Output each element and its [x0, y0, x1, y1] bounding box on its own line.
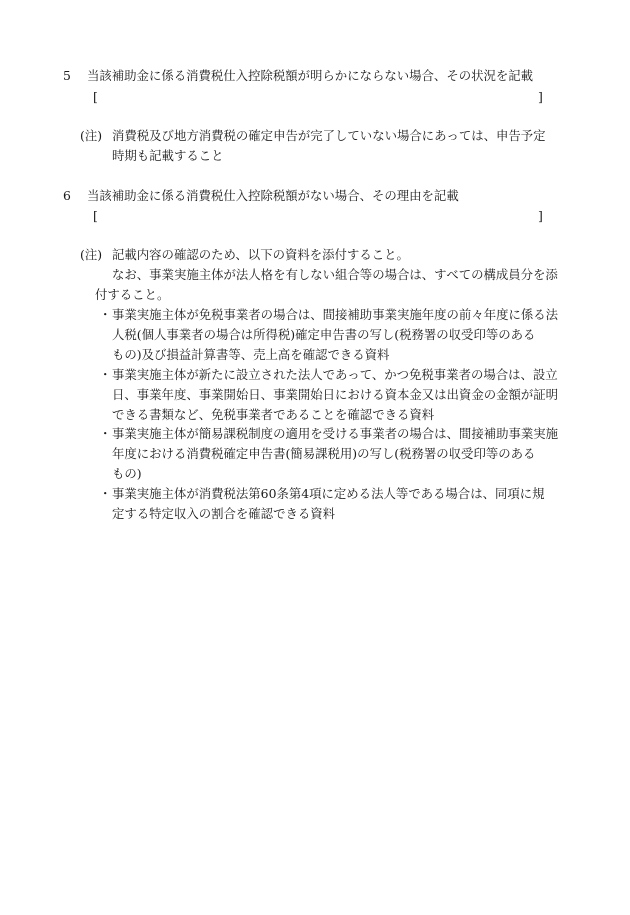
bullet3-line2: 年度における消費税確定申告書(簡易課税用)の写し(税務署の収受印等のある	[112, 446, 536, 461]
section5-number: 5	[63, 68, 71, 83]
section6-text: 当該補助金に係る消費税仕入控除税額がない場合、その理由を記載	[87, 188, 459, 203]
bullet1-line2: 人税(個人事業者の場合は所得税)確定申告書の写し(税務署の収受印等のある	[112, 327, 536, 342]
note2-prefix: (注)	[80, 247, 103, 262]
bullet-dot: ・	[99, 486, 112, 501]
note1-prefix: (注)	[80, 128, 103, 143]
section6-bracket-close: ]	[538, 208, 543, 223]
bullet-dot: ・	[99, 307, 112, 322]
bullet2-line1: 事業実施主体が新たに設立された法人であって、かつ免税事業者の場合は、設立	[112, 367, 558, 382]
bullet4-line2: 定する特定収入の割合を確認できる資料	[112, 506, 336, 521]
bullet-dot: ・	[99, 426, 112, 441]
section5-text: 当該補助金に係る消費税仕入控除税額が明らかにならない場合、その状況を記載	[87, 68, 534, 83]
bullet-dot: ・	[99, 367, 112, 382]
section5-bracket-close: ]	[538, 89, 543, 104]
bullet3-line3: もの)	[112, 466, 142, 481]
note1-line2: 時期も記載すること	[112, 148, 224, 163]
note2-line1: 記載内容の確認のため、以下の資料を添付すること。	[112, 247, 409, 262]
bullet1-line1: 事業実施主体が免税事業者の場合は、間接補助事業実施年度の前々年度に係る法	[112, 307, 559, 322]
note1-line1: 消費税及び地方消費税の確定申告が完了していない場合にあっては、申告予定	[112, 128, 546, 143]
section6-bracket-open: [	[93, 208, 98, 223]
note2-paragraph-line1: なお、事業実施主体が法人格を有しない組合等の場合は、すべての構成員分を添	[112, 267, 558, 282]
bullet1-line3: もの)及び損益計算書等、売上高を確認できる資料	[112, 347, 390, 362]
section6-number: 6	[63, 188, 71, 203]
bullet4-line1: 事業実施主体が消費税法第60条第4項に定める法人等である場合は、同項に規	[112, 486, 545, 501]
bullet2-line2: 日、事業年度、事業開始日、事業開始日における資本金又は出資金の金額が証明	[112, 387, 559, 402]
bullet2-line3: できる書類など、免税事業者であることを確認できる資料	[112, 407, 435, 422]
section5-bracket-open: [	[93, 89, 98, 104]
bullet3-line1: 事業実施主体が簡易課税制度の適用を受ける事業者の場合は、間接補助事業実施	[112, 426, 559, 441]
note2-paragraph-line2: 付すること。	[95, 287, 170, 302]
